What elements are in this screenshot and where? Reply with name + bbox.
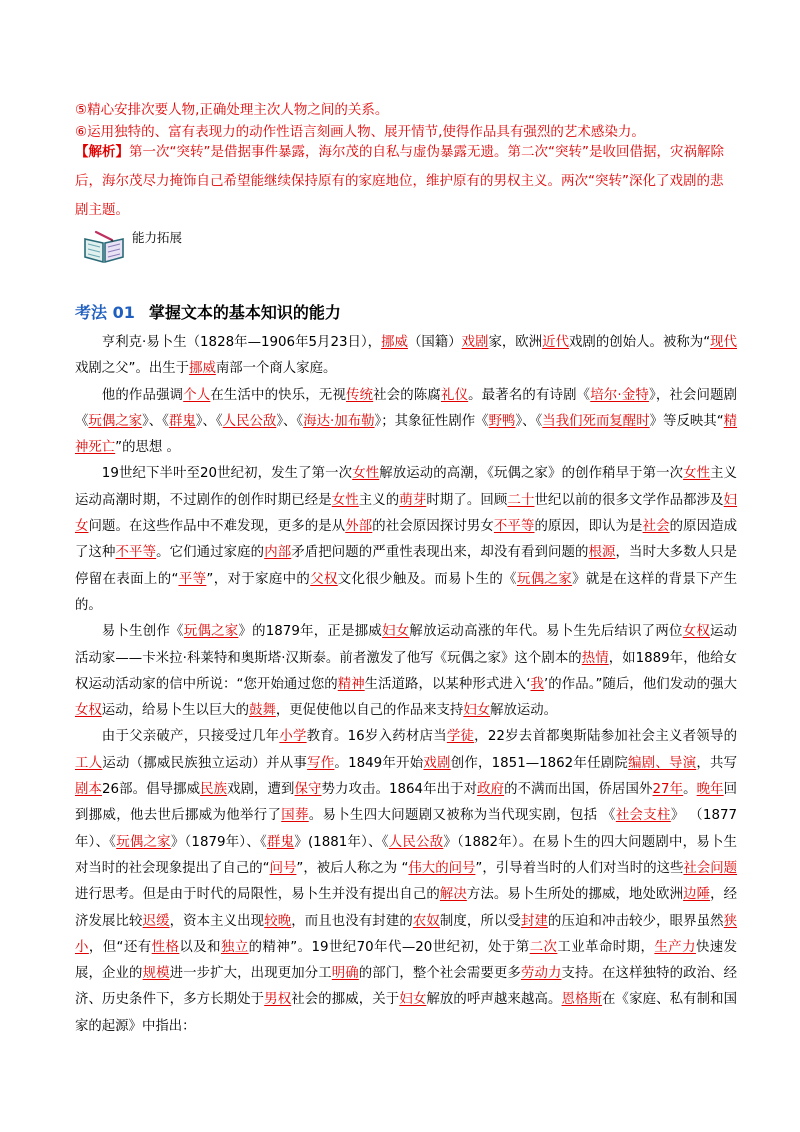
text-run: 势力攻击。1864年出于对 — [321, 782, 478, 798]
text-run: 》 （1877年）、《 — [75, 808, 738, 850]
underlined-keyword: 女权 — [682, 624, 710, 640]
text-run: 。1849年开始 — [334, 755, 424, 771]
underlined-keyword: 晚年 — [696, 782, 724, 798]
underlined-keyword: 当我们死而复醒时 — [542, 413, 650, 429]
text-run: 进一步扩大，出现更加分工 — [169, 966, 332, 982]
point-5: ⑤精心安排次要人物,正确处理主次人物之间的关系。 — [75, 102, 389, 118]
text-run: ”，被后人称之为 “ — [296, 860, 409, 876]
paragraph — [75, 383, 737, 462]
text-run: 运动活动家——卡米拉·科莱特和奥斯塔·汉斯泰。前者激发了他写《玩偶之家》这个剧本的 — [75, 624, 738, 666]
underlined-keyword: 狭小 — [75, 913, 738, 955]
text-run: 戏剧的创始人。被称为“ — [569, 335, 711, 350]
text-run: 在《家庭、私有制和国家的起源》中指出： — [75, 992, 738, 1034]
underlined-keyword: 社会 — [642, 519, 670, 535]
text-run: 》；其象征性剧作《 — [374, 413, 489, 429]
text-run: 的精神”。19世纪70年代—20世纪初，处于第 — [248, 939, 530, 955]
text-run: 的社会原因探讨男女 — [372, 519, 494, 535]
text-run: 的部门，整个社会需要更多 — [358, 966, 521, 982]
underlined-keyword: 伟大的问号 — [408, 860, 476, 876]
underlined-keyword: 规模 — [142, 966, 170, 982]
text-run: 工业革命时期， — [557, 939, 655, 955]
text-run: 主义运动高潮时期，不过剧作的创作时期已经是 — [75, 466, 738, 508]
underlined-keyword: 培尔·金特 — [590, 387, 649, 403]
underlined-keyword: 妇女 — [382, 624, 410, 640]
text-run: 解放的呼声越来越高。 — [426, 992, 562, 1008]
text-run: 》、《 — [515, 413, 543, 429]
heading-number: 考法 01 — [75, 303, 135, 322]
underlined-keyword: 性格 — [151, 939, 180, 955]
underlined-keyword: 外部 — [345, 519, 373, 535]
text-run: 支持。在这样独特的政治、经济、历史条件下，多方长期处于 — [75, 966, 738, 1008]
text-run: 运动，给易卜生以巨大的 — [101, 703, 250, 719]
text-run: 他的作品强调 — [101, 387, 184, 403]
text-run: ，资本主义出现 — [169, 913, 265, 929]
text-run: 解放运动。 — [490, 703, 558, 719]
underlined-keyword: 近代 — [542, 335, 569, 350]
underlined-keyword: 热情 — [581, 650, 609, 666]
underlined-keyword: 二次 — [529, 939, 558, 955]
underlined-keyword: 鼓舞 — [249, 703, 276, 719]
text-run: 社会的挪威，关于 — [291, 992, 400, 1008]
underlined-keyword: 女性 — [331, 492, 359, 508]
underlined-keyword: 不平等 — [493, 519, 535, 535]
underlined-keyword: 男权 — [264, 992, 292, 1008]
text-run: 创作，1851—1862年任剧院 — [450, 755, 629, 771]
underlined-keyword: 政府 — [477, 782, 505, 798]
underlined-keyword: 恩格斯 — [561, 992, 603, 1008]
underlined-keyword: 群鬼 — [266, 834, 295, 850]
text-run: 》、《 — [276, 413, 304, 429]
underlined-keyword: 妇女 — [463, 703, 491, 719]
text-run: 。 — [683, 782, 697, 798]
underlined-keyword: 较晚 — [264, 913, 292, 929]
text-run: 世纪以前的很多文学作品都涉及 — [534, 492, 724, 508]
text-run: 南部一个商人家庭。 — [215, 361, 337, 377]
paragraph — [75, 724, 737, 1040]
underlined-keyword: 妇女 — [75, 492, 738, 535]
underlined-keyword: 写作 — [307, 755, 335, 771]
underlined-keyword: 27年 — [652, 782, 684, 798]
text-run: ，更促使他以自己的作品来支持 — [275, 703, 464, 719]
underlined-keyword: 生产力 — [654, 939, 696, 955]
underlined-keyword: 封建 — [520, 913, 548, 929]
section-heading — [75, 300, 341, 323]
underlined-keyword: 礼仪 — [441, 387, 469, 403]
text-run: ”，引导着当时的人们对当时的这些 — [475, 860, 684, 876]
underlined-keyword: 野鸭 — [488, 413, 516, 429]
text-run: ”的思想 。 — [115, 440, 180, 456]
underlined-keyword: 女性 — [352, 466, 380, 482]
text-run: ，当时大多数人只是停留在表面上的“ — [75, 545, 738, 587]
underlined-keyword: 妇女 — [399, 992, 427, 1008]
extension-label: 能力拓展 — [132, 230, 183, 245]
underlined-keyword: 挪威 — [381, 335, 408, 350]
underlined-keyword: 小学 — [279, 729, 307, 745]
text-run: 》，社会问题剧《 — [75, 387, 738, 429]
text-run: 进行思考。但是由于时代的局限性，易卜生并没有提出自己的 — [75, 887, 440, 903]
text-run: ，如1889年，他给女权运动活动家的信中所说：“您开始通过您的 — [75, 650, 738, 692]
underlined-keyword: 玩偶之家 — [183, 624, 239, 640]
text-run: 戏剧之父”。出生于 — [75, 361, 190, 377]
text-run: 文化很少触及。而易卜生的《 — [337, 571, 517, 587]
analysis-block — [75, 138, 735, 225]
underlined-keyword: 社会问题 — [683, 860, 738, 876]
text-run: 19世纪下半叶至20世纪初，发生了第一次 — [101, 466, 353, 482]
underlined-keyword: 精神死亡 — [75, 413, 738, 456]
underlined-keyword: 工人 — [75, 755, 103, 771]
text-run: 主义的 — [358, 492, 400, 508]
underlined-keyword: 迟缓 — [142, 913, 170, 929]
point-6: ⑥运用独特的、富有表现力的动作性语言刻画人物、展开情节,使得作品具有强烈的艺术感染力。 — [75, 124, 645, 140]
underlined-keyword: 独立 — [220, 939, 249, 955]
underlined-keyword: 社会支柱 — [615, 808, 671, 824]
text-run: ，经济发展比较 — [75, 887, 738, 929]
underlined-keyword: 不平等 — [115, 545, 157, 561]
text-run: 方法。易卜生所处的挪威，地处欧洲 — [466, 887, 684, 903]
underlined-keyword: 挪威 — [189, 361, 216, 377]
underlined-keyword: 个人 — [183, 387, 211, 403]
ability-extension — [82, 222, 282, 266]
underlined-keyword: 海达·加布勒 — [303, 413, 375, 429]
text-run: 。易卜生四大问题剧又被称为当代现实剧，包括 《 — [308, 808, 616, 824]
text-run: 易卜生创作《 — [101, 624, 184, 640]
paragraph — [75, 330, 737, 383]
underlined-keyword: 戏剧 — [461, 335, 489, 350]
underlined-keyword: 民族 — [200, 782, 228, 798]
text-run: ，22岁去首都奥斯陆参加社会主义者领导的 — [474, 729, 738, 745]
text-run: 问题。在这些作品中不难发现，更多的是从 — [88, 519, 346, 535]
underlined-keyword: 学徒 — [446, 729, 475, 745]
text-run: 》的1879年，正是挪威 — [238, 624, 383, 640]
underlined-keyword: 农奴 — [412, 913, 440, 929]
text-run: 》、《 — [195, 413, 223, 429]
underlined-keyword: 剧本 — [75, 782, 102, 798]
text-run: 教育。16岁入药材店当 — [306, 729, 447, 745]
text-run: 》（1882年）。在易卜生的四大问题剧中，易卜生对当时的社会现象提出了自己的“ — [75, 834, 738, 876]
paragraph — [75, 619, 737, 724]
body-text — [75, 330, 737, 1040]
underlined-keyword: 群鬼 — [168, 413, 196, 429]
underlined-keyword: 边陲 — [683, 887, 711, 903]
text-run: 快速发展，企业的 — [75, 939, 738, 982]
text-run: 时期了。回顾 — [426, 492, 508, 508]
underlined-keyword: 国葬 — [281, 808, 309, 824]
text-run: 的原因，即认为是 — [534, 519, 643, 535]
heading-title: 掌握文本的基本知识的能力 — [148, 303, 341, 322]
underlined-keyword: 玩偶之家 — [116, 834, 171, 850]
text-run: 解放运动的高潮，《玩偶之家》的创作稍早于第一次 — [379, 466, 684, 482]
underlined-keyword: 根源 — [588, 545, 616, 561]
underlined-keyword: 萌芽 — [399, 492, 427, 508]
text-run: ’的作品。”随后，他们发动的强大 — [543, 676, 737, 692]
analysis-text: 第一次“突转”是借据事件暴露，海尔茂的自私与虚伪暴露无遗。第二次“突转”是收回借据，灾祸解除后，海尔茂尽力掩饰自己希望能继续保持原有的家庭地位，维护原有的男权主义。两次“突转”深化了戏剧的悲剧主题。 — [75, 144, 724, 218]
text-run: ，但“还有 — [88, 939, 152, 955]
underlined-keyword: 我 — [530, 676, 544, 692]
underlined-keyword: 平等 — [178, 571, 207, 587]
underlined-keyword: 劳动力 — [520, 966, 562, 982]
underlined-keyword: 传统 — [346, 387, 374, 403]
underlined-keyword: 保守 — [294, 782, 322, 798]
underlined-keyword: 问号 — [269, 860, 297, 876]
text-run: 戏剧，遭到 — [227, 782, 295, 798]
text-run: 解放运动高涨的年代。易卜生先后结识了两位 — [409, 624, 683, 640]
paragraph — [75, 461, 737, 619]
text-run: 26部。倡导挪威 — [101, 782, 201, 798]
text-run: 以及和 — [179, 939, 221, 955]
underlined-keyword: 玩偶之家 — [88, 413, 143, 429]
text-run: 回到挪威，他去世后挪威为他举行了 — [75, 782, 738, 824]
text-run: 制度，所以受 — [439, 913, 521, 929]
text-run: 生活道路，以某种形式进入‘ — [364, 676, 531, 692]
text-run: ”，对于家庭中的 — [206, 571, 311, 587]
underlined-keyword: 明确 — [331, 966, 359, 982]
underlined-keyword: 人民公敌 — [222, 413, 277, 429]
underlined-keyword: 戏剧 — [423, 755, 451, 771]
text-run: 矛盾把问题的严重性表现出来，却没有看到问题的 — [291, 545, 589, 561]
text-run: 》等反映其“ — [649, 413, 724, 429]
text-run: 社会的陈腐 — [373, 387, 441, 403]
text-run: 在生活中的快乐，无视 — [210, 387, 347, 403]
text-run: 的原因造成了这种 — [75, 519, 738, 561]
underlined-keyword: 编剧、导演 — [628, 755, 697, 771]
text-run: ，而且也没有封建的 — [291, 913, 413, 929]
underlined-keyword: 女性 — [683, 466, 711, 482]
underlined-keyword: 二十 — [507, 492, 535, 508]
underlined-keyword: 玩偶之家 — [516, 571, 573, 587]
text-run: 亨利克·易卜生（1828年—1906年5月23日）， — [101, 335, 382, 350]
underlined-keyword: 解决 — [439, 887, 467, 903]
underlined-keyword: 现代 — [710, 335, 737, 350]
text-run: 的不满而出国，侨居国外 — [504, 782, 653, 798]
underlined-keyword: 父权 — [310, 571, 338, 587]
analysis-tag: 【解析】 — [75, 144, 129, 160]
text-run: 。它们通过家庭的 — [156, 545, 265, 561]
text-run: ，共写 — [696, 755, 738, 771]
text-run: 由于父亲破产，只接受过几年 — [101, 729, 280, 745]
text-run: 》(1881年）、《 — [294, 834, 389, 850]
text-run: 》（1879年）、《 — [170, 834, 267, 850]
text-run: 》就是在这样的背景下产生的。 — [75, 571, 738, 613]
text-run: 。最著名的有诗剧《 — [468, 387, 591, 403]
underlined-keyword: 内部 — [264, 545, 292, 561]
text-run: （国籍） — [407, 335, 462, 350]
underlined-keyword: 人民公敌 — [388, 834, 444, 850]
text-run: 的压迫和冲击较少，眼界虽然 — [548, 913, 724, 929]
text-run: 家，欧洲 — [488, 335, 543, 350]
underlined-keyword: 女权 — [75, 703, 102, 719]
text-run: 》、《 — [142, 413, 169, 429]
underlined-keyword: 精神 — [337, 676, 365, 692]
open-book-icon — [82, 230, 126, 264]
text-run: 运动（挪威民族独立运动）并从事 — [102, 755, 308, 771]
